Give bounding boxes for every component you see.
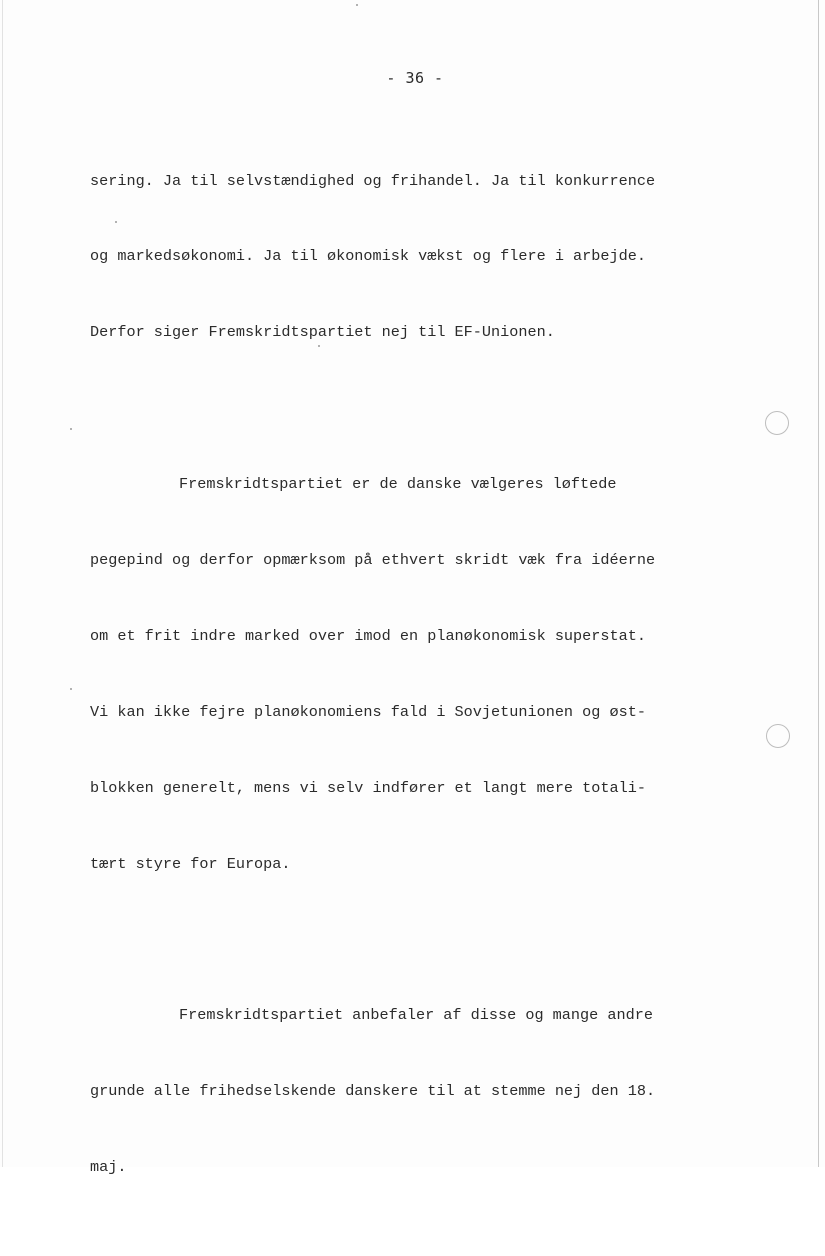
page-number: - 36 - [386, 69, 444, 87]
text-line: og markedsøkonomi. Ja til økonomisk vækst og flere i arbejde. [90, 247, 646, 266]
paragraph-3 [90, 953, 710, 1231]
text-line: sering. Ja til selvstændighed og frihandel. Ja til konkurrence [90, 171, 656, 190]
text-line: Fremskridtspartiet er de danske vælgeres løftede [179, 475, 617, 494]
text-line: maj. [90, 1158, 127, 1177]
punch-hole [765, 411, 789, 435]
text-line: blokken generelt, mens vi selv indfører et langt mere totali- [90, 778, 646, 797]
text-line: Derfor siger Fremskridtspartiet nej til EF-Unionen. [90, 323, 555, 342]
body-text [90, 118, 710, 1256]
text-line: Vi kan ikke fejre planøkonomiens fald i Sovjetunionen og øst- [90, 702, 646, 721]
scan-speck [356, 4, 358, 6]
text-line: om et frit indre marked over imod en planøkonomisk superstat. [90, 626, 646, 645]
text-line: Fremskridtspartiet anbefaler af disse og mange andre [179, 1006, 653, 1025]
scan-right-edge [818, 0, 819, 1167]
text-line: tært styre for Europa. [90, 854, 291, 873]
scan-left-edge [2, 0, 3, 1167]
punch-hole [766, 724, 790, 748]
scan-speck [70, 688, 72, 690]
text-line: pegepind og derfor opmærksom på ethvert skridt væk fra idéerne [90, 551, 656, 570]
text-line: grunde alle frihedselskende danskere til at stemme nej den 18. [90, 1082, 656, 1101]
paragraph-2 [90, 422, 710, 928]
scan-speck [318, 345, 320, 347]
scan-speck [70, 428, 72, 430]
paragraph-1 [90, 118, 710, 396]
scan-speck [115, 221, 117, 223]
